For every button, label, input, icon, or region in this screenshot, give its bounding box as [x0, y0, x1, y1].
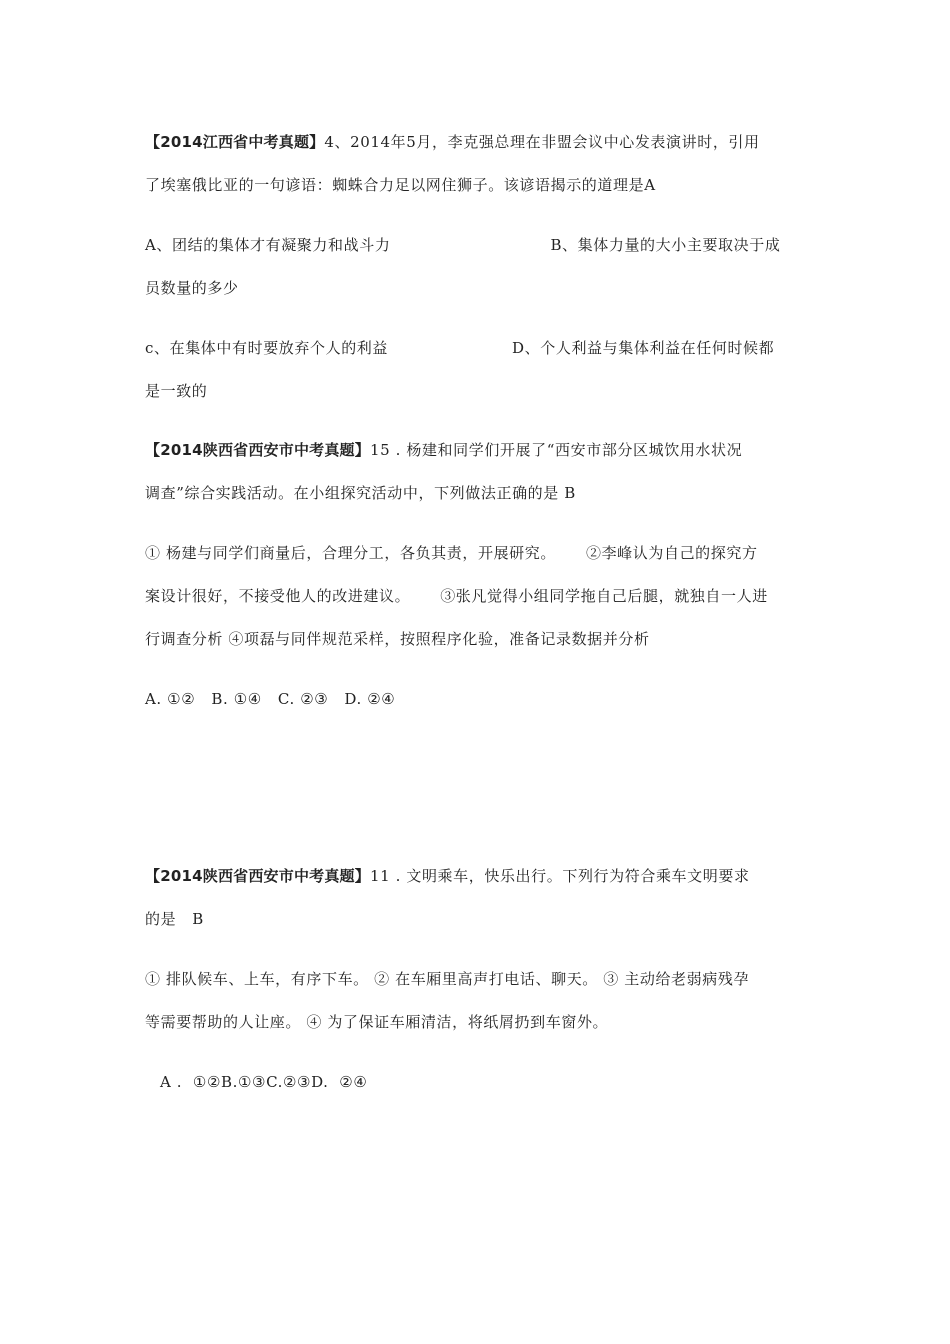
q1-option-b: B、集体力量的大小主要取决于成	[550, 236, 781, 254]
q3-items-line1: ① 排队候车、上车，有序下车。 ② 在车厢里高声打电话、聊天。 ③ 主动给老弱病残孕	[145, 970, 750, 988]
q2-item-2: ②李峰认为自己的探究方	[585, 544, 758, 562]
q2-item-3-cont: 行调查分析 ④项磊与同伴规范采样，按照程序化验，准备记录数据并分析	[145, 630, 650, 648]
q1-options-ab	[145, 235, 780, 255]
q1-option-c: c、在集体中有时要放弃个人的利益	[145, 339, 389, 357]
q2-items-line2	[145, 586, 768, 606]
q3-stem-part2: 的是 B	[145, 910, 204, 928]
q2-stem-part1: 15 . 杨建和同学们开展了“西安市部分区城饮用水状况	[369, 441, 743, 459]
q3-line1	[145, 866, 750, 886]
q2-answer-choices: A. ①② B. ①④ C. ②③ D. ②④	[145, 690, 396, 708]
q1-options-cd	[145, 338, 774, 358]
q3-stem-part1: 11 . 文明乘车，快乐出行。下列行为符合乘车文明要求	[369, 867, 750, 885]
q2-source-tag: 【2014陕西省西安市中考真题】	[145, 441, 370, 459]
q3-items-line2: 等需要帮助的人让座。 ④ 为了保证车厢清洁，将纸屑扔到车窗外。	[145, 1013, 609, 1031]
q2-item-2-cont: 案设计很好，不接受他人的改进建议。	[145, 587, 411, 605]
q1-stem-part1: 4、2014年5月，李克强总理在非盟会议中心发表演讲时，引用	[324, 133, 760, 151]
q1-stem-part2: 了埃塞俄比亚的一句谚语：蜘蛛合力足以网住狮子。该谚语揭示的道理是A	[145, 176, 656, 194]
q2-items-line1	[145, 543, 758, 563]
q1-line1	[145, 132, 760, 152]
q1-option-d: D、个人利益与集体利益在任何时候都	[512, 339, 775, 357]
q1-option-b-cont: 员数量的多少	[145, 279, 239, 297]
q2-item-3: ③张凡觉得小组同学拖自己后腿，就独自一人进	[440, 587, 768, 605]
q3-source-tag: 【2014陕西省西安市中考真题】	[145, 867, 370, 885]
q2-stem-part2: 调查”综合实践活动。在小组探究活动中，下列做法正确的是 B	[145, 484, 576, 502]
q1-option-a: A、团结的集体才有凝聚力和战斗力	[145, 236, 391, 254]
q2-item-1: ① 杨建与同学们商量后，合理分工，各负其责，开展研究。	[145, 544, 556, 562]
q2-line1	[145, 440, 742, 460]
q3-answer-choices: A . ①②B.①③C.②③D. ②④	[160, 1073, 368, 1091]
q1-option-d-cont: 是一致的	[145, 382, 208, 400]
q1-source-tag: 【2014江西省中考真题】	[145, 133, 325, 151]
